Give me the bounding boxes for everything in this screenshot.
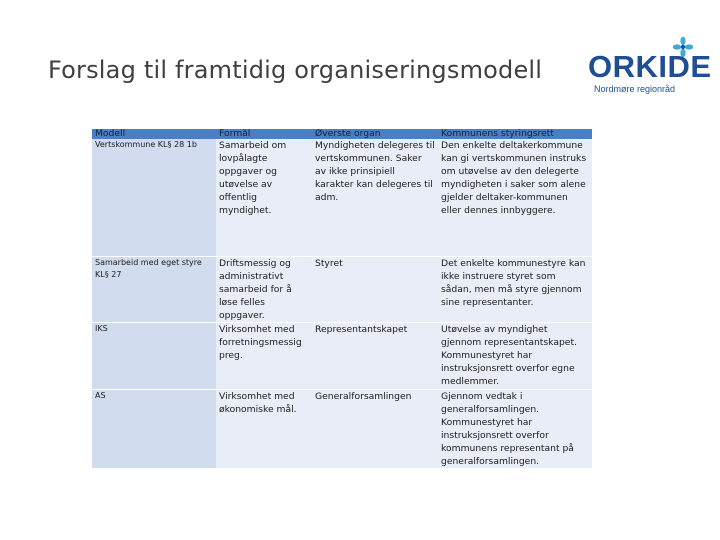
table-row (92, 256, 592, 322)
cell-formal: Driftsmessig og administrativt samarbeid for å løse felles oppgaver. (216, 256, 312, 322)
column-header-modell: Modell (92, 129, 216, 139)
logo-subtitle: Nordmøre regionråd (594, 84, 676, 94)
cell-overste-organ: Representantskapet (312, 322, 438, 389)
orkide-logo (588, 36, 712, 100)
cell-overste-organ: Generalforsamlingen (312, 389, 438, 468)
cell-formal: Virksomhet med forretningsmessig preg. (216, 322, 312, 389)
column-header-styringsrett: Kommunens styringsrett (438, 129, 592, 139)
cell-formal: Virksomhet med økonomiske mål. (216, 389, 312, 468)
column-header-overste-organ: Øverste organ (312, 129, 438, 139)
column-header-formal: Formål (216, 129, 312, 139)
table-header-row (92, 129, 592, 139)
table-row (92, 389, 592, 468)
cell-styringsrett: Det enkelte kommunestyre kan ikke instruere styret som sådan, men må styre gjennom sine representanter. (438, 256, 592, 322)
cell-modell: IKS (92, 322, 216, 389)
cell-overste-organ: Myndigheten delegeres til vertskommunen. Saker av ikke prinsipiell karakter kan delegeres til adm. (312, 139, 438, 256)
cell-modell: AS (92, 389, 216, 468)
cell-overste-organ: Styret (312, 256, 438, 322)
organisation-model-table (92, 129, 592, 469)
cell-styringsrett: Utøvelse av myndighet gjennom representantskapet. Kommunestyret har instruksjonsrett overfor egne medlemmer. (438, 322, 592, 389)
cell-styringsrett: Den enkelte deltakerkommune kan gi vertskommunen instruks om utøvelse av den delegerte myndigheten i saker som alene gjelder deltaker-kommunen eller dennes innbyggere. (438, 139, 592, 256)
table-row (92, 139, 592, 256)
cell-formal: Samarbeid om lovpålagte oppgaver og utøvelse av offentlig myndighet. (216, 139, 312, 256)
logo-wordmark: ORKIDE (588, 49, 712, 84)
cell-modell: Samarbeid med eget styre KL§ 27 (92, 256, 216, 322)
page-title: Forslag til framtidig organiseringsmodell (48, 56, 543, 84)
cell-styringsrett: Gjennom vedtak i generalforsamlingen. Kommunestyret har instruksjonsrett overfor kommunens representant på generalforsamlingen. (438, 389, 592, 468)
cell-modell: Vertskommune KL§ 28 1b (92, 139, 216, 256)
table-row (92, 322, 592, 389)
